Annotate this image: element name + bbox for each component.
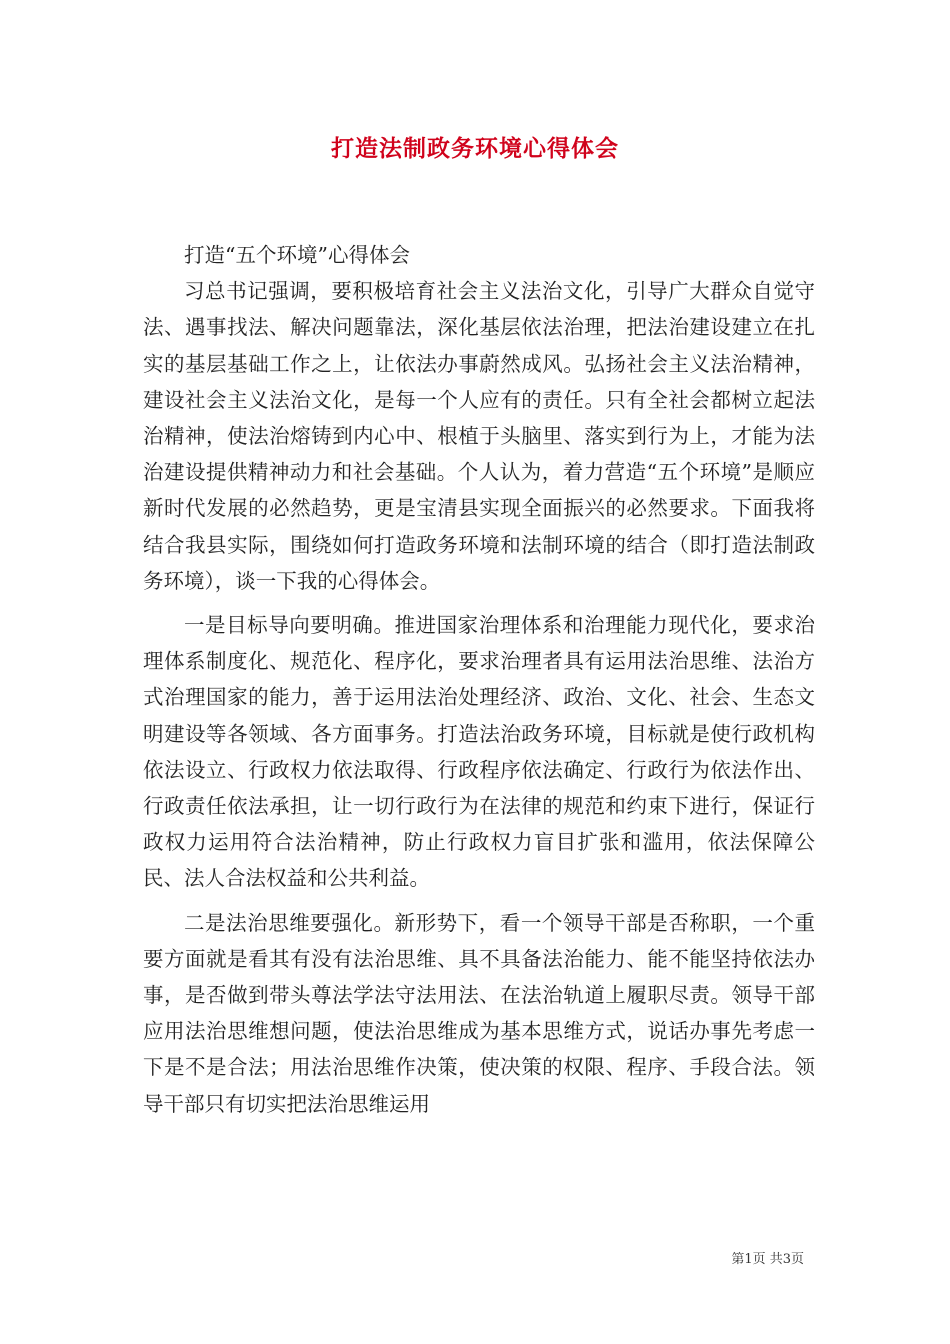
paragraph-goal-orientation: 一是目标导向要明确。推进国家治理体系和治理能力现代化，要求治理体系制度化、规范化、程序化，要求治理者具有运用法治思维、法治方式治理国家的能力，善于运用法治处理经济、政治、文化、社会、生态文明建设等各领域、各方面事务。打造法治政务环境，目标就是使行政机构依法设立、行政权力依法取得、行政程序依法确定、行政行为依法作出、行政责任依法承担，让一切行政行为在法律的规范和约束下进行，保证行政权力运用符合法治精神，防止行政权力盲目扩张和滥用，依法保障公民、法人合法权益和公共利益。 (143, 613, 815, 891)
document-subtitle: 打造“五个环境”心得体会 (184, 243, 410, 267)
page-title: 打造法制政务环境心得体会 (331, 135, 619, 162)
paragraph-intro: 习总书记强调，要积极培育社会主义法治文化，引导广大群众自觉守法、遇事找法、解决问题靠法，深化基层依法治理，把法治建设建立在扎实的基层基础工作之上，让依法办事蔚然成风。弘扬社会主义法治精神，建设社会主义法治文化，是每一个人应有的责任。只有全社会都树立起法治精神，使法治熔铸到内心中、根植于头脑里、落实到行为上，才能为法治建设提供精神动力和社会基础。个人认为，着力营造“五个环境”是顺应新时代发展的必然趋势，更是宝清县实现全面振兴的必然要求。下面我将结合我县实际，围绕如何打造政务环境和法制环境的结合（即打造法制政务环境），谈一下我的心得体会。 (143, 279, 815, 593)
page-number: 第1页 共3页 (731, 1252, 804, 1267)
document-body (143, 237, 815, 1122)
paragraph-legal-thinking: 二是法治思维要强化。新形势下，看一个领导干部是否称职，一个重要方面就是看其有没有法治思维、具不具备法治能力、能不能坚持依法办事，是否做到带头尊法学法守法用法、在法治轨道上履职尽责。领导干部应用法治思维想问题，使法治思维成为基本思维方式，说话办事先考虑一下是不是合法；用法治思维作决策，使决策的权限、程序、手段合法。领导干部只有切实把法治思维运用 (143, 910, 815, 1116)
